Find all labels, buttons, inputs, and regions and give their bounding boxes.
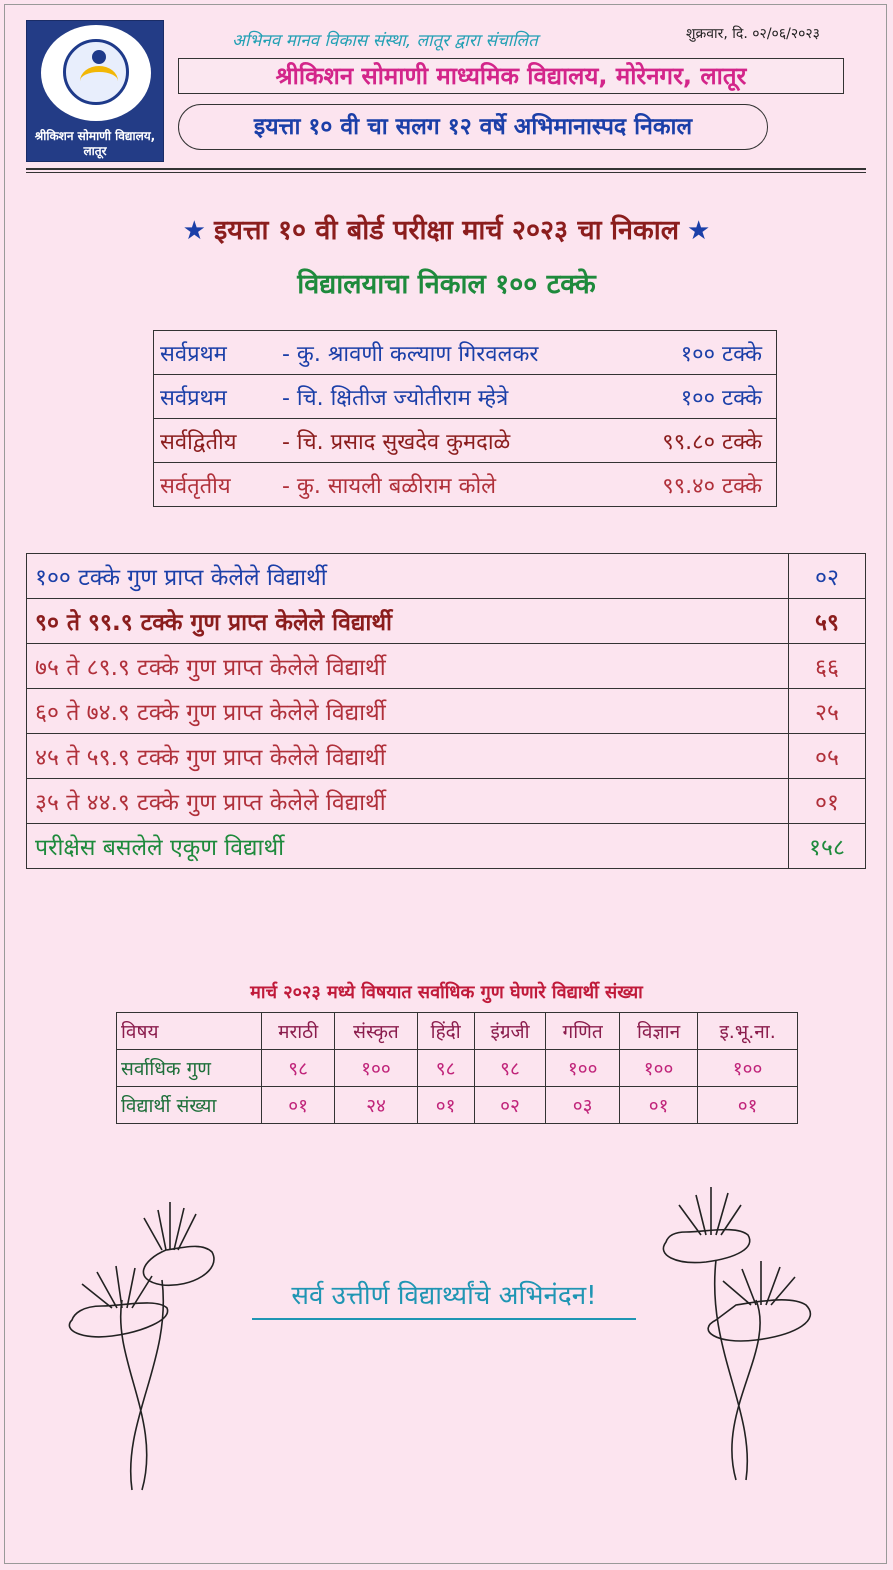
subject-cell: ०३ bbox=[546, 1087, 620, 1124]
result-subtitle: विद्यालयाचा निकाल १०० टक्के bbox=[297, 269, 596, 300]
subject-row-label: विषय bbox=[117, 1013, 262, 1050]
topper-score: १०० टक्के bbox=[622, 375, 777, 419]
topper-rank: सर्वतृतीय bbox=[154, 463, 277, 507]
subject-cell: १०० bbox=[335, 1050, 417, 1087]
header-divider bbox=[26, 168, 866, 170]
subject-cell: इ.भू.ना. bbox=[698, 1013, 798, 1050]
school-logo bbox=[26, 20, 164, 162]
grade-label: ९० ते ९९.९ टक्के गुण प्राप्त केलेले विद्यार्थी bbox=[27, 599, 789, 644]
tagline: इयत्ता १० वी चा सलग १२ वर्षे अभिमानास्पद निकाल bbox=[178, 104, 768, 150]
grade-row bbox=[27, 644, 866, 689]
logo-emblem bbox=[41, 25, 151, 121]
header-divider-thin bbox=[26, 172, 866, 173]
topper-name: - चि. प्रसाद सुखदेव कुमदाळे bbox=[276, 419, 622, 463]
grade-count: ०१ bbox=[789, 779, 866, 824]
topper-score: १०० टक्के bbox=[622, 331, 777, 375]
topper-rank: सर्वप्रथम bbox=[154, 331, 277, 375]
star-icon: ★ bbox=[182, 216, 206, 246]
subject-cell: ०१ bbox=[698, 1087, 798, 1124]
topper-row bbox=[154, 375, 777, 419]
topper-row bbox=[154, 419, 777, 463]
grade-count: ५९ bbox=[789, 599, 866, 644]
grade-row bbox=[27, 779, 866, 824]
grade-row bbox=[27, 824, 866, 869]
subject-cell: मराठी bbox=[262, 1013, 335, 1050]
subject-cell: ०१ bbox=[417, 1087, 474, 1124]
subject-cell: ०२ bbox=[474, 1087, 546, 1124]
grade-count: ०५ bbox=[789, 734, 866, 779]
grade-row bbox=[27, 554, 866, 599]
topper-row bbox=[154, 331, 777, 375]
subject-row-label: सर्वाधिक गुण bbox=[117, 1050, 262, 1087]
grade-label: १०० टक्के गुण प्राप्त केलेले विद्यार्थी bbox=[27, 554, 789, 599]
topper-score: ९९.४० टक्के bbox=[622, 463, 777, 507]
star-icon: ★ bbox=[687, 216, 711, 246]
subject-row bbox=[117, 1050, 798, 1087]
grade-count: १५८ bbox=[789, 824, 866, 869]
subject-row-label: विद्यार्थी संख्या bbox=[117, 1087, 262, 1124]
flower-left-illustration bbox=[62, 1190, 232, 1500]
grade-label: ६० ते ७४.९ टक्के गुण प्राप्त केलेले विद्यार्थी bbox=[27, 689, 789, 734]
grade-count: ६६ bbox=[789, 644, 866, 689]
subject-row bbox=[117, 1087, 798, 1124]
subject-cell: ०१ bbox=[262, 1087, 335, 1124]
topper-score: ९९.८० टक्के bbox=[622, 419, 777, 463]
toppers-table bbox=[153, 330, 777, 507]
grade-row bbox=[27, 689, 866, 734]
subject-cell: संस्कृत bbox=[335, 1013, 417, 1050]
subjects-title: मार्च २०२३ मध्ये विषयात सर्वाधिक गुण घेणारे विद्यार्थी संख्या bbox=[250, 982, 643, 1003]
topper-rank: सर्वद्वितीय bbox=[154, 419, 277, 463]
subject-cell: १०० bbox=[619, 1050, 697, 1087]
grade-row bbox=[27, 599, 866, 644]
topper-name: - कु. श्रावणी कल्याण गिरवलकर bbox=[276, 331, 622, 375]
congratulations-message: सर्व उत्तीर्ण विद्यार्थ्यांचे अभिनंदन! bbox=[252, 1276, 636, 1320]
result-title-text: इयत्ता १० वी बोर्ड परीक्षा मार्च २०२३ चा निकाल bbox=[213, 215, 680, 246]
logo-text: श्रीकिशन सोमाणी विद्यालय, लातूर bbox=[34, 129, 156, 158]
topper-row bbox=[154, 463, 777, 507]
grade-distribution-table bbox=[26, 553, 866, 869]
subject-toppers-table bbox=[116, 1012, 798, 1124]
grade-count: २५ bbox=[789, 689, 866, 734]
subject-cell: इंग्रजी bbox=[474, 1013, 546, 1050]
result-title bbox=[0, 210, 893, 247]
subject-cell: गणित bbox=[546, 1013, 620, 1050]
school-name: श्रीकिशन सोमाणी माध्यमिक विद्यालय, मोरेनगर, लातूर bbox=[178, 58, 844, 94]
topper-name: - चि. क्षितीज ज्योतीराम म्हेत्रे bbox=[276, 375, 622, 419]
organization-name: अभिनव मानव विकास संस्था, लातूर द्वारा संचालित bbox=[232, 31, 538, 51]
subject-cell: १०० bbox=[698, 1050, 798, 1087]
subject-cell: हिंदी bbox=[417, 1013, 474, 1050]
grade-row bbox=[27, 734, 866, 779]
topper-rank: सर्वप्रथम bbox=[154, 375, 277, 419]
subject-cell: ०१ bbox=[619, 1087, 697, 1124]
publish-date: शुक्रवार, दि. ०२/०६/२०२३ bbox=[686, 26, 820, 42]
subject-cell: ९८ bbox=[417, 1050, 474, 1087]
grade-count: ०२ bbox=[789, 554, 866, 599]
grade-label: ४५ ते ५९.९ टक्के गुण प्राप्त केलेले विद्यार्थी bbox=[27, 734, 789, 779]
grade-label: परीक्षेस बसलेले एकूण विद्यार्थी bbox=[27, 824, 789, 869]
grade-label: ३५ ते ४४.९ टक्के गुण प्राप्त केलेले विद्यार्थी bbox=[27, 779, 789, 824]
flower-right-illustration bbox=[656, 1180, 826, 1490]
subject-cell: १०० bbox=[546, 1050, 620, 1087]
topper-name: - कु. सायली बळीराम कोले bbox=[276, 463, 622, 507]
subject-cell: ९८ bbox=[262, 1050, 335, 1087]
grade-label: ७५ ते ८९.९ टक्के गुण प्राप्त केलेले विद्यार्थी bbox=[27, 644, 789, 689]
subject-cell: २४ bbox=[335, 1087, 417, 1124]
subject-cell: विज्ञान bbox=[619, 1013, 697, 1050]
subject-cell: ९८ bbox=[474, 1050, 546, 1087]
subject-header-row bbox=[117, 1013, 798, 1050]
